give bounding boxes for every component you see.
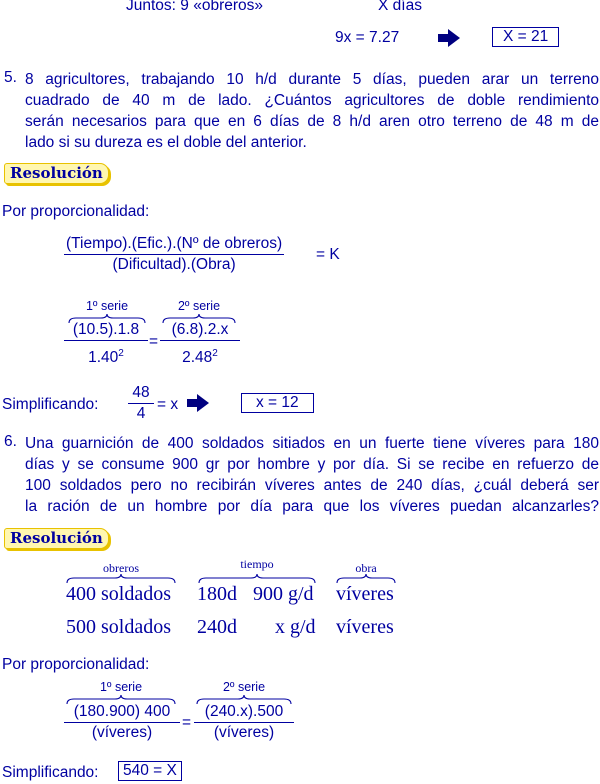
problem-6-line: 100 soldados pero no recibirán víveres antes de 240 días, ¿cuál deberá ser — [25, 477, 599, 494]
equals-x: = x — [157, 396, 179, 413]
header-tiempo: tiempo — [240, 557, 274, 571]
fraction-numerator: (240.x).500 — [194, 703, 294, 723]
por-proporcionalidad-6: Por proporcionalidad: — [2, 656, 150, 673]
problem-5-line: cuadrado de 40 m de lado. ¿Cuántos agricultores de doble rendimiento — [25, 92, 599, 109]
top-equation: 9x = 7.27 — [335, 29, 400, 46]
problem-6-line: Una guarnición de 400 soldados sitiados en un fuerte tiene víveres para 180 — [25, 435, 599, 452]
header-obra: obra — [355, 561, 377, 575]
resolucion-label-5: Resolución — [4, 163, 109, 184]
problem-5-line: 8 agricultores, trabajando 10 h/d durante 5 días, pueden arar un terreno — [25, 71, 599, 88]
problem-5-statement — [25, 69, 599, 153]
formula-numerator: (Tiempo).(Efic.).(Nº de obreros) — [64, 235, 284, 255]
header-obreros: obreros — [103, 561, 139, 575]
row1-days: 180d — [197, 583, 237, 605]
fraction-numerator: (180.900) 400 — [64, 703, 180, 723]
serie-1-label: 1º serie — [99, 680, 143, 694]
row2-days: 240d — [197, 616, 237, 638]
fraction-numerator: (6.8).2.x — [160, 321, 240, 341]
fraction-serie-1 — [64, 703, 180, 742]
problem-5-number: 5. — [4, 69, 17, 86]
problem-6-line: días y se consume 900 gr por hombre y por día. Si se recibe en refuerzo de — [25, 456, 599, 473]
formula-denominator: (Dificultad).(Obra) — [112, 256, 236, 273]
equals-sign: = — [182, 714, 192, 731]
fraction-denominator — [160, 341, 240, 367]
resolucion-label-6: Resolución — [4, 528, 109, 549]
fraction-serie-1 — [64, 321, 148, 367]
problem-6-number: 6. — [4, 433, 17, 450]
simplificando-5: Simplificando: — [2, 396, 99, 413]
top-result-box: X = 21 — [492, 27, 559, 47]
result-box-5: x = 12 — [241, 393, 314, 413]
exponent: 2 — [118, 348, 124, 359]
serie-1-label: 1º serie — [85, 299, 129, 313]
row2-viveres: víveres — [336, 616, 394, 638]
fraction-serie-2 — [194, 703, 294, 742]
right-arrow-icon — [186, 393, 210, 413]
fraction-denominator: 4 — [136, 405, 146, 422]
equals-sign: = — [149, 333, 159, 350]
fraction-numerator: (10.5).1.8 — [64, 321, 148, 341]
simplificando-6: Simplificando: — [2, 764, 99, 781]
problem-6-line: la ración de un hombre por día para que los víveres puedan alcanzarles? — [25, 498, 599, 515]
fraction-denominator: (víveres) — [91, 724, 153, 741]
fraction-numerator: 48 — [128, 384, 154, 404]
fraction-denominator: (víveres) — [213, 724, 275, 741]
general-formula — [64, 235, 284, 274]
por-proporcionalidad-5: Por proporcionalidad: — [2, 203, 150, 220]
denominator-base: 2.48 — [182, 349, 213, 367]
juntos-text: Juntos: 9 «obreros» — [126, 0, 264, 14]
x-dias-text: X días — [378, 0, 422, 14]
serie-2-label: 2º serie — [177, 299, 221, 313]
row1-viveres: víveres — [336, 583, 394, 605]
exponent: 2 — [212, 348, 218, 359]
right-arrow-icon — [437, 28, 461, 48]
serie-2-label: 2º serie — [222, 680, 266, 694]
row1-grams: 900 g/d — [253, 583, 314, 605]
problem-5-line: serán necesarios para que en 6 días de 8 h/d aren otro terreno de 48 m de — [25, 113, 599, 130]
row1-soldados: 400 soldados — [66, 583, 171, 605]
problem-5-line: lado si su dureza es el doble del anterior. — [25, 134, 307, 151]
simplified-fraction — [128, 384, 154, 423]
result-box-6: 540 = X — [118, 761, 182, 781]
denominator-base: 1.40 — [88, 349, 119, 367]
fraction-serie-2 — [160, 321, 240, 367]
row2-grams: x g/d — [275, 616, 316, 638]
fraction-denominator — [64, 341, 148, 367]
row2-soldados: 500 soldados — [66, 616, 171, 638]
problem-6-statement — [25, 433, 599, 517]
formula-k: = K — [316, 246, 340, 263]
